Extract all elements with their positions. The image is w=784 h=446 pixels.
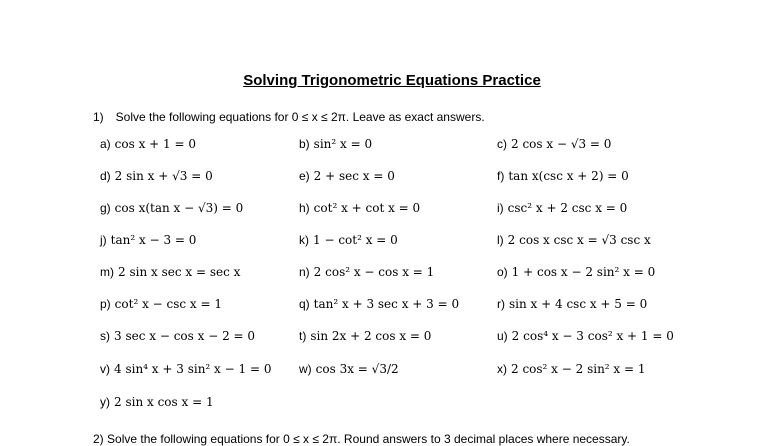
problem-n: n) 2 cos² x − cos x = 1 bbox=[299, 265, 435, 279]
problem-l: l) 2 cos x csc x = √3 csc x bbox=[497, 233, 651, 247]
problem-f: f) tan x(csc x + 2) = 0 bbox=[497, 169, 629, 183]
problem-u: u) 2 cos⁴ x − 3 cos² x + 1 = 0 bbox=[497, 329, 674, 343]
question-number: 2) bbox=[93, 432, 104, 446]
question-1-instruction bbox=[93, 110, 485, 124]
problem-q: q) tan² x + 3 sec x + 3 = 0 bbox=[299, 297, 460, 311]
problem-y: y) 2 sin x cos x = 1 bbox=[100, 395, 214, 409]
problem-k: k) 1 − cot² x = 0 bbox=[299, 233, 398, 247]
problem-e: e) 2 + sec x = 0 bbox=[299, 169, 395, 183]
problem-t: t) sin 2x + 2 cos x = 0 bbox=[299, 329, 432, 343]
problem-x: x) 2 cos² x − 2 sin² x = 1 bbox=[497, 362, 646, 376]
problem-v: v) 4 sin⁴ x + 3 sin² x − 1 = 0 bbox=[100, 362, 272, 376]
question-text: Solve the following equations for 0 ≤ x ≤ 2π. Round answers to 3 decimal places where necessary. bbox=[107, 432, 630, 446]
problem-i: i) csc² x + 2 csc x = 0 bbox=[497, 201, 628, 215]
question-number: 1) bbox=[93, 110, 104, 124]
problem-d: d) 2 sin x + √3 = 0 bbox=[100, 169, 213, 183]
problem-r: r) sin x + 4 csc x + 5 = 0 bbox=[497, 297, 648, 311]
question-text: Solve the following equations for 0 ≤ x ≤ 2π. Leave as exact answers. bbox=[115, 110, 485, 124]
problem-a: a) cos x + 1 = 0 bbox=[100, 137, 196, 151]
problem-s: s) 3 sec x − cos x − 2 = 0 bbox=[100, 329, 256, 343]
problem-g: g) cos x(tan x − √3) = 0 bbox=[100, 201, 244, 215]
problem-h: h) cot² x + cot x = 0 bbox=[299, 201, 421, 215]
problem-b: b) sin² x = 0 bbox=[299, 137, 373, 151]
problem-o: o) 1 + cos x − 2 sin² x = 0 bbox=[497, 265, 656, 279]
page-title: Solving Trigonometric Equations Practice bbox=[243, 72, 541, 89]
problem-p: p) cot² x − csc x = 1 bbox=[100, 297, 223, 311]
problem-w: w) cos 3x = √3/2 bbox=[299, 362, 399, 376]
question-2-instruction bbox=[93, 432, 630, 446]
problem-c: c) 2 cos x − √3 = 0 bbox=[497, 137, 612, 151]
problem-m: m) 2 sin x sec x = sec x bbox=[100, 265, 241, 279]
problem-j: j) tan² x − 3 = 0 bbox=[100, 233, 197, 247]
